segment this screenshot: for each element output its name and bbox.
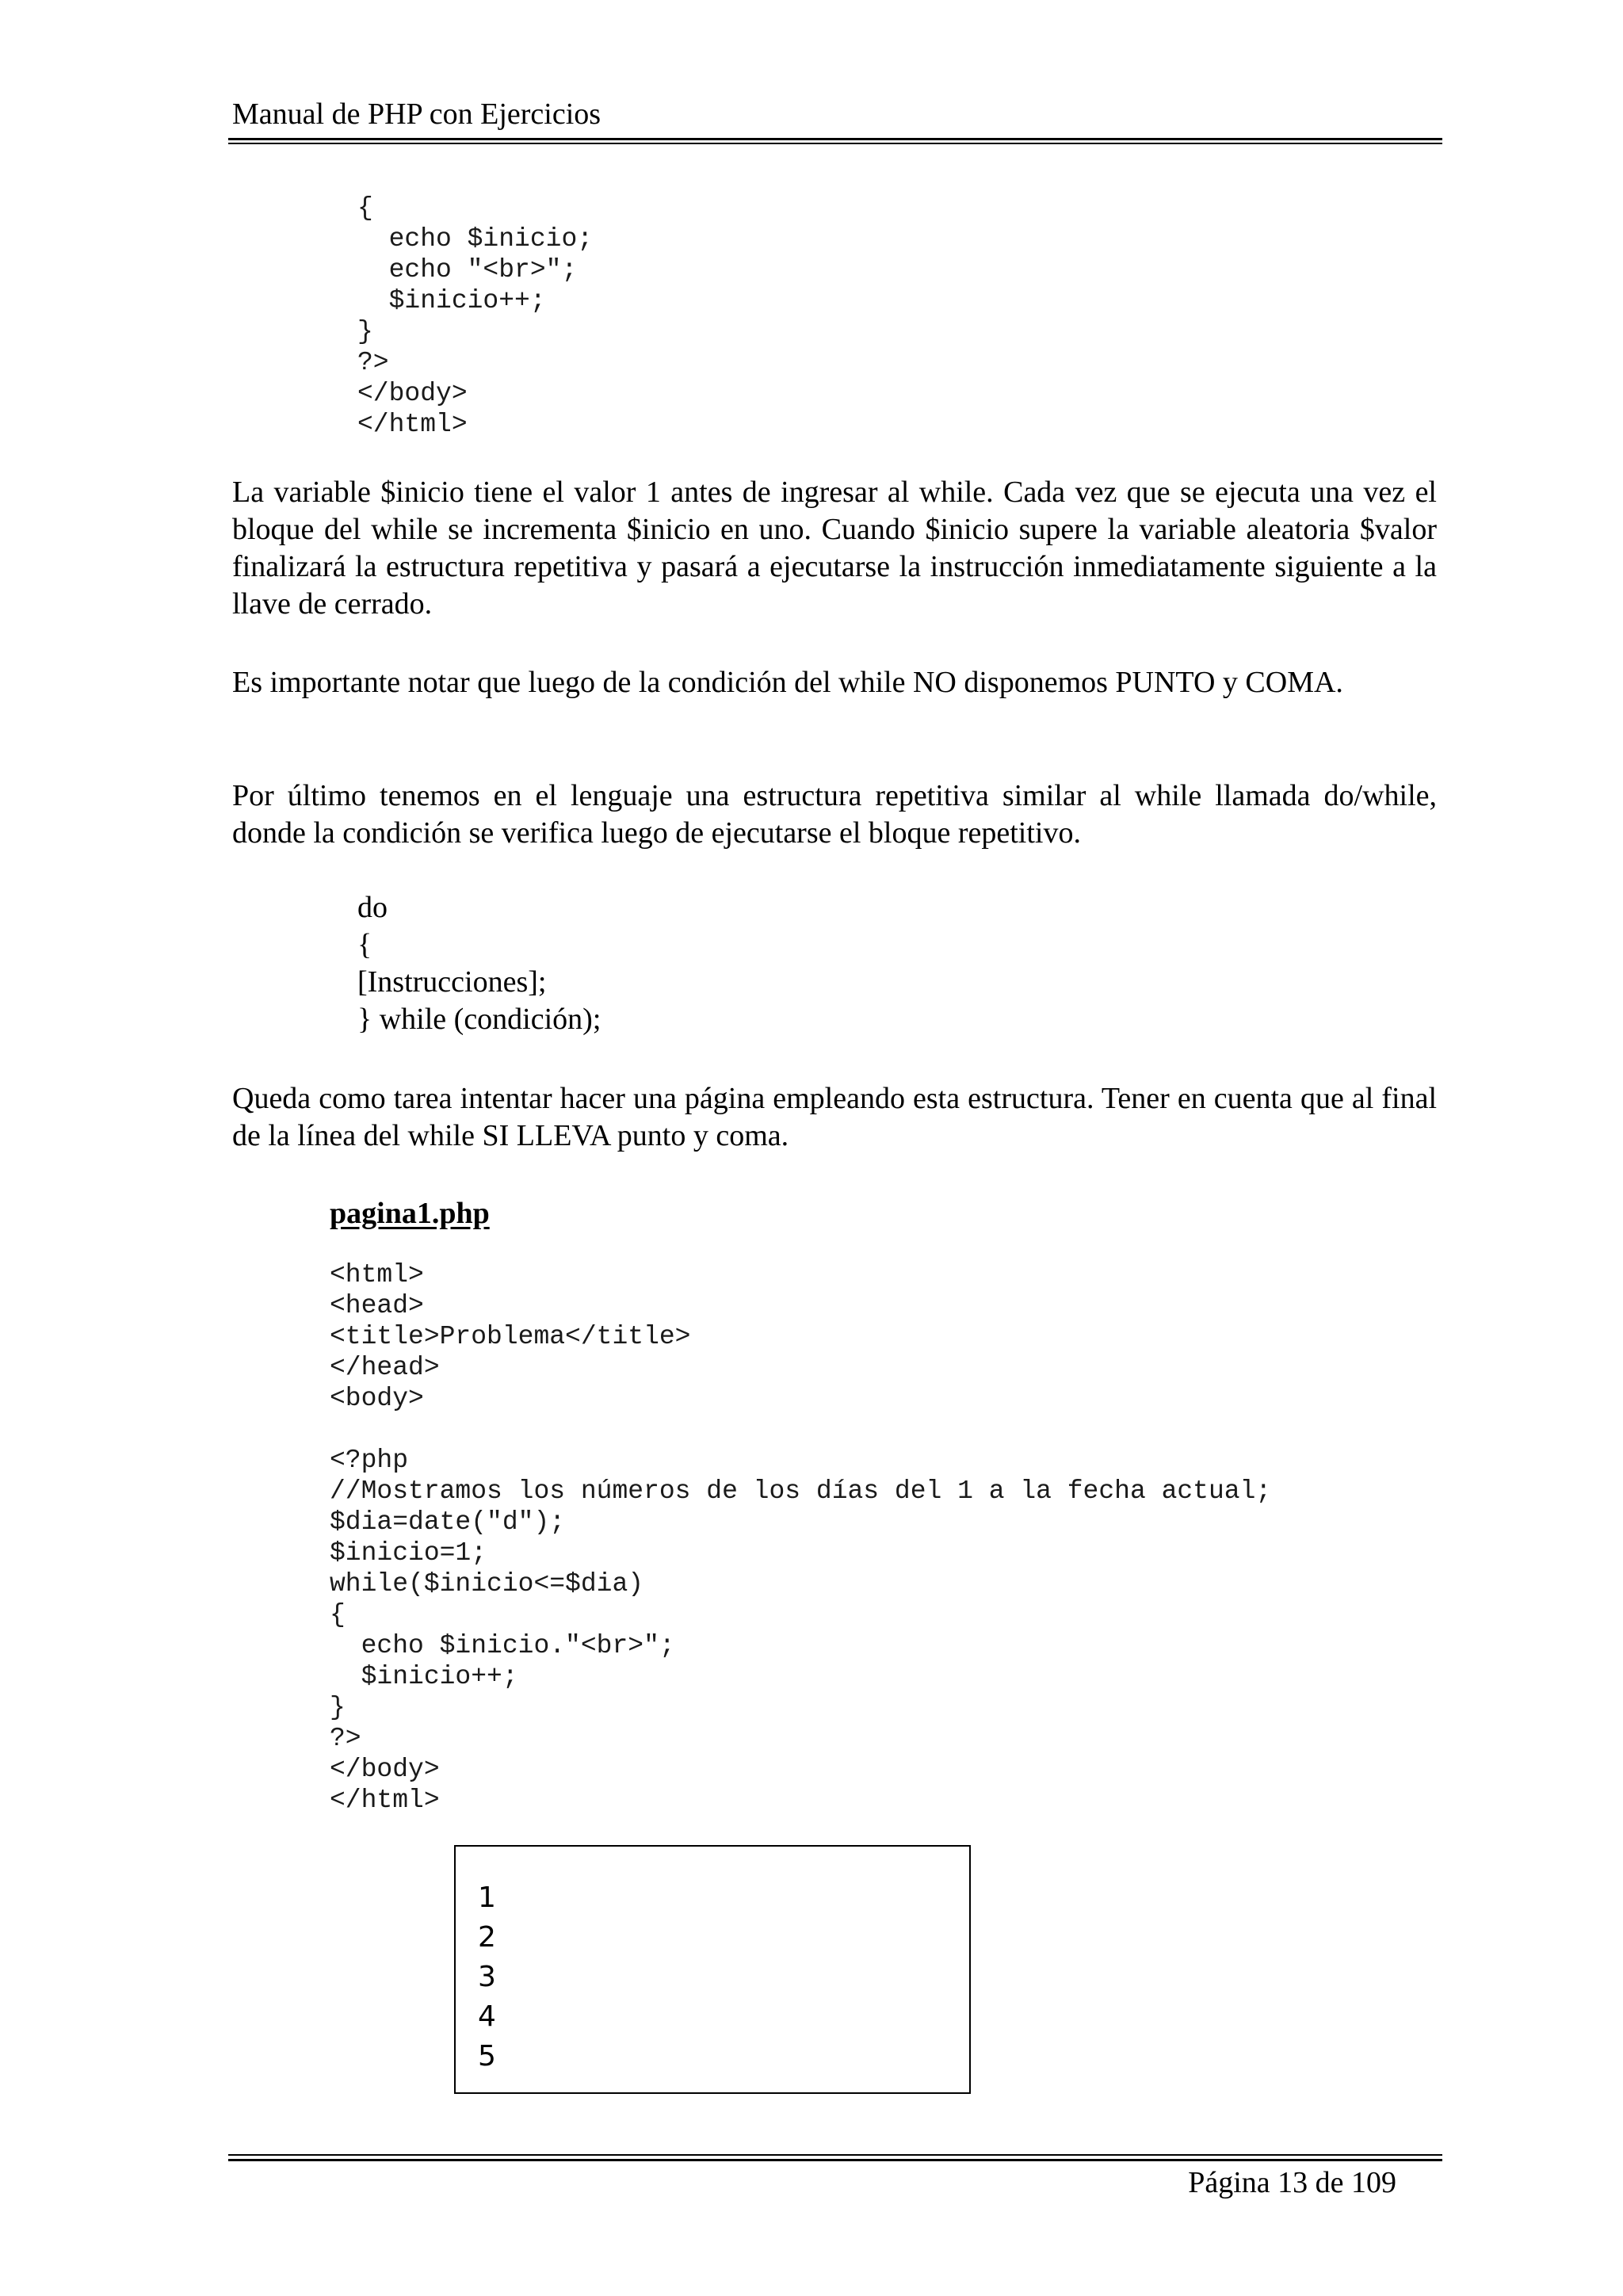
- code-line: <body>: [330, 1384, 424, 1413]
- code-line: ?>: [357, 348, 389, 377]
- output-value: 1: [478, 1881, 496, 1914]
- code-line: while($inicio<=$dia): [330, 1569, 644, 1599]
- paragraph-do-while-intro: Por último tenemos en el lenguaje una estructura repetitiva similar al while llamada do/while, donde la condición se verifica luego de ejecutarse el bloque repetitivo.: [232, 779, 1437, 850]
- code-line: $dia=date("d");: [330, 1507, 566, 1537]
- code-line: {: [330, 1600, 346, 1629]
- code-block-main: [330, 1259, 1271, 1816]
- code-line: echo $inicio;: [357, 224, 594, 254]
- code-line: echo $inicio."<br>";: [330, 1631, 675, 1660]
- output-value: 4: [478, 2000, 496, 2033]
- code-line: </head>: [330, 1353, 440, 1382]
- code-line: {: [357, 193, 373, 223]
- footer-rule: [228, 2159, 1442, 2161]
- code-line: $inicio++;: [330, 1662, 518, 1691]
- code-line: }: [330, 1693, 346, 1722]
- output-value: 5: [478, 2040, 496, 2073]
- footer-rule-secondary: [228, 2154, 1442, 2156]
- output-value: 2: [478, 1921, 496, 1954]
- syntax-line: [Instrucciones];: [357, 965, 547, 999]
- code-line: }: [357, 317, 373, 346]
- code-line: $inicio=1;: [330, 1538, 487, 1568]
- syntax-line: } while (condición);: [357, 1003, 601, 1036]
- do-while-syntax: [357, 889, 601, 1038]
- code-line: //Mostramos los números de los días del 1 a la fecha actual;: [330, 1477, 1272, 1506]
- output-preview-box: [454, 1845, 971, 2094]
- syntax-line: {: [357, 928, 372, 961]
- paragraph-while-explanation: La variable $inicio tiene el valor 1 antes de ingresar al while. Cada vez que se ejecuta una vez el bloque del while se incrementa $inicio en uno. Cuando $inicio supere la variable aleatoria $valor finalizará la estructura repetitiva y pasará a ejecutarse la instrucción inmediatamente siguiente a la llave de cerrado.: [232, 476, 1437, 621]
- code-block-top: [357, 193, 593, 440]
- output-list: [478, 1878, 496, 2076]
- header-rule: [228, 138, 1442, 140]
- code-line: [330, 1414, 1271, 1445]
- code-line: </html>: [357, 410, 468, 439]
- syntax-line: do: [357, 891, 388, 924]
- code-line: <head>: [330, 1291, 424, 1320]
- document-header-title: Manual de PHP con Ejercicios: [232, 97, 601, 131]
- page-number: Página 13 de 109: [1188, 2166, 1396, 2199]
- output-value: 3: [478, 1961, 496, 1993]
- code-line: ?>: [330, 1724, 361, 1753]
- paragraph-semicolon-note: Es importante notar que luego de la condición del while NO disponemos PUNTO y COMA.: [232, 666, 1343, 699]
- paragraph-task: Queda como tarea intentar hacer una página empleando esta estructura. Tener en cuenta que al final de la línea del while SI LLEVA punto y coma.: [232, 1082, 1437, 1152]
- code-line: <title>Problema</title>: [330, 1322, 691, 1351]
- code-line: </body>: [357, 379, 468, 408]
- code-line: </body>: [330, 1755, 440, 1784]
- file-heading: pagina1.php: [330, 1197, 490, 1230]
- code-line: <?php: [330, 1446, 409, 1475]
- header-rule-secondary: [228, 143, 1442, 144]
- code-line: </html>: [330, 1786, 440, 1815]
- code-line: <html>: [330, 1260, 424, 1289]
- code-line: $inicio++;: [357, 286, 546, 315]
- code-line: echo "<br>";: [357, 255, 578, 285]
